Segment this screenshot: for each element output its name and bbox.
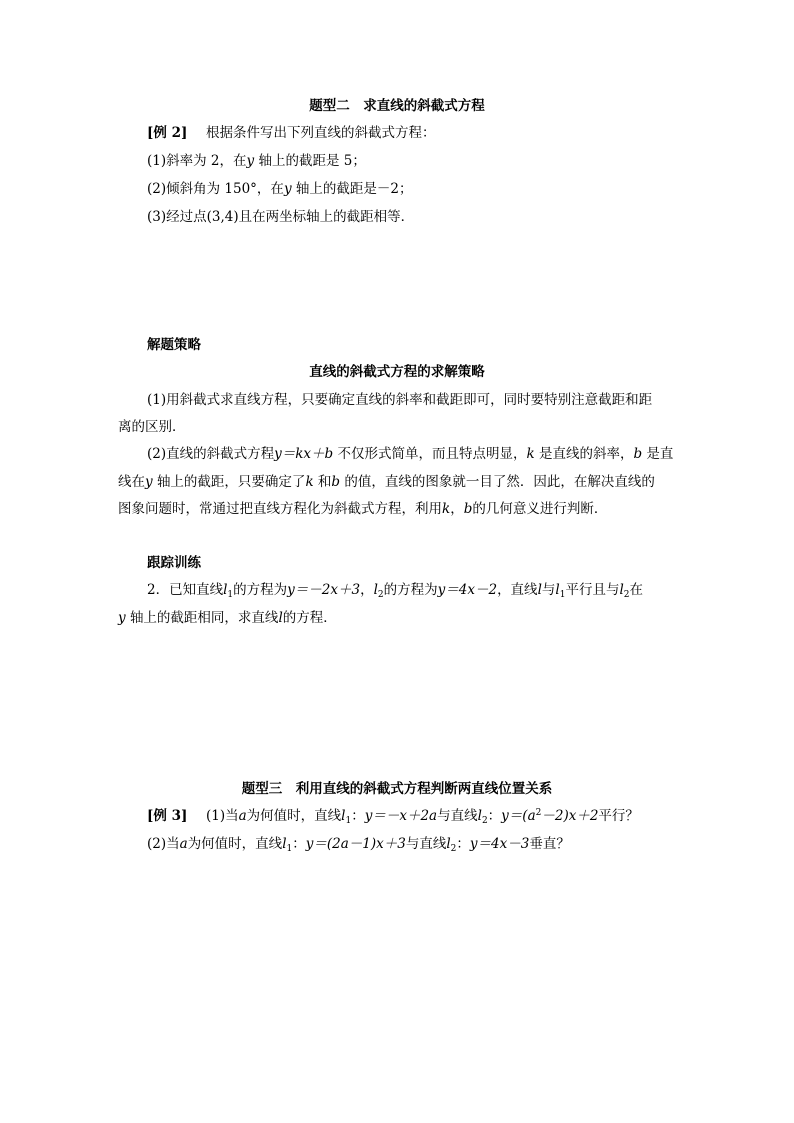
var-l: l (555, 582, 560, 598)
practice-line1 (147, 581, 643, 599)
section2-title: 题型二 求直线的斜截式方程 (309, 98, 485, 114)
example3-label: [例 3] (147, 808, 188, 824)
subscript: 1 (286, 844, 293, 854)
q1-text: 为何值时，直线 (246, 808, 342, 824)
q2-equation-2: y＝4x－3 (469, 836, 530, 852)
slope-intercept-formula: y＝kx＋b (274, 446, 334, 462)
example2-line (147, 124, 435, 142)
q1-equation-2-pre: y＝(a (501, 808, 536, 824)
p2-text: 的值，直线的图象就一目了然．因此，在解决直线的 (344, 474, 655, 490)
var-b: b (463, 501, 473, 517)
practice-text: ，直线 (497, 582, 538, 598)
practice-text: 的方程为 (233, 582, 288, 598)
p2-text: 是直线的斜率， (538, 446, 634, 462)
var-l: l (223, 582, 228, 598)
q1-text: 与直线 (437, 808, 478, 824)
var-l: l (477, 808, 482, 824)
example3-q1 (147, 807, 639, 825)
q1-equation-2-post: －2)x＋2 (541, 808, 599, 824)
p2-text: 的几何意义进行判断． (472, 501, 608, 517)
var-y: y (118, 610, 126, 626)
q2-text: ： (292, 836, 306, 852)
p2-text: 线在 (118, 474, 145, 490)
q2-equation-1: y＝(2a－1)x＋3 (305, 836, 406, 852)
strategy-title: 直线的斜截式方程的求解策略 (309, 364, 485, 380)
q2-text: ： (456, 836, 470, 852)
strategy-p2-line3 (118, 500, 607, 518)
var-l: l (446, 836, 451, 852)
var-l: l (373, 582, 378, 598)
var-a: a (238, 808, 247, 824)
var-a: a (179, 836, 188, 852)
section3-title: 题型三 利用直线的斜截式方程判断两直线位置关系 (241, 781, 553, 797)
var-k: k (442, 501, 451, 517)
subscript: 2 (377, 590, 384, 600)
strategy-p2-line1 (147, 445, 673, 463)
practice-line2 (118, 609, 337, 627)
practice-text: 在 (629, 582, 644, 598)
superscript: 2 (535, 808, 542, 818)
practice-text: 的方程为 (383, 582, 438, 598)
var-b: b (331, 474, 341, 490)
q2-text: 为何值时，直线 (187, 836, 283, 852)
strategy-p1-line2: 离的区别． (118, 419, 186, 435)
practice-text: 平行且与 (565, 582, 620, 598)
example3-q2 (147, 835, 570, 853)
strategy-heading: 解题策略 (147, 337, 201, 353)
p2-text: 轴上的截距，只要确定了 (156, 474, 306, 490)
practice-text: 与 (541, 582, 556, 598)
var-l: l (282, 836, 287, 852)
practice-text: ， (360, 582, 374, 598)
var-y: y (246, 153, 255, 169)
example2-item1 (147, 152, 366, 170)
var-l: l (619, 582, 624, 598)
practice-text: 轴上的截距相同，求直线 (129, 610, 279, 626)
subscript: 1 (559, 590, 566, 600)
q2-text: (2)当 (147, 836, 180, 852)
p2-text: ， (450, 501, 464, 517)
var-y: y (283, 181, 292, 197)
example2-item2 (147, 180, 412, 198)
var-l: l (537, 582, 542, 598)
strategy-p1-line1: (1)用斜截式求直线方程，只要确定直线的斜率和截距即可，同时要特别注意截距和距 (147, 392, 653, 408)
subscript: 2 (450, 844, 457, 854)
var-y: y (145, 474, 153, 490)
p2-text: 图象问题时，常通过把直线方程化为斜截式方程，利用 (118, 501, 442, 517)
var-l: l (341, 808, 346, 824)
item2-text-a: (2)倾斜角为 150°，在 (147, 181, 284, 197)
item2-text-b: 轴上的截距是－2； (295, 181, 413, 197)
p2-text: 是直 (646, 446, 674, 462)
subscript: 1 (345, 816, 352, 826)
q1-equation-1: y＝－x＋2a (364, 808, 438, 824)
example2-intro: 根据条件写出下列直线的斜截式方程： (205, 125, 436, 141)
var-k: k (305, 474, 314, 490)
subscript: 2 (623, 590, 630, 600)
equation-l2: y＝4x－2 (437, 582, 498, 598)
q2-text: 垂直？ (529, 836, 570, 852)
item1-text-b: 轴上的截距是 5； (258, 153, 366, 169)
example2-item3: (3)经过点(3,4)且在两坐标轴上的截距相等． (147, 209, 415, 225)
q2-text: 与直线 (405, 836, 447, 852)
example2-label: [例 2] (147, 125, 188, 141)
practice-text: 的方程． (282, 610, 337, 626)
p2-text: (2)直线的斜截式方程 (147, 446, 275, 462)
var-k: k (526, 446, 535, 462)
q1-text: 平行？ (598, 808, 639, 824)
subscript: 1 (227, 590, 234, 600)
p2-text: 和 (317, 474, 332, 490)
subscript: 2 (481, 816, 488, 826)
equation-l1: y＝－2x＋3 (287, 582, 361, 598)
strategy-p2-line2 (118, 473, 655, 491)
q1-text: (1)当 (205, 808, 239, 824)
q1-text: ： (351, 808, 365, 824)
var-l: l (278, 610, 283, 626)
practice-heading: 跟踪训练 (147, 555, 201, 571)
p2-text: 不仅形式简单，而且特点明显， (337, 446, 527, 462)
q1-text: ： (487, 808, 502, 824)
item1-text-a: (1)斜率为 2，在 (147, 153, 247, 169)
var-b: b (633, 446, 643, 462)
practice-text: 2．已知直线 (147, 582, 224, 598)
